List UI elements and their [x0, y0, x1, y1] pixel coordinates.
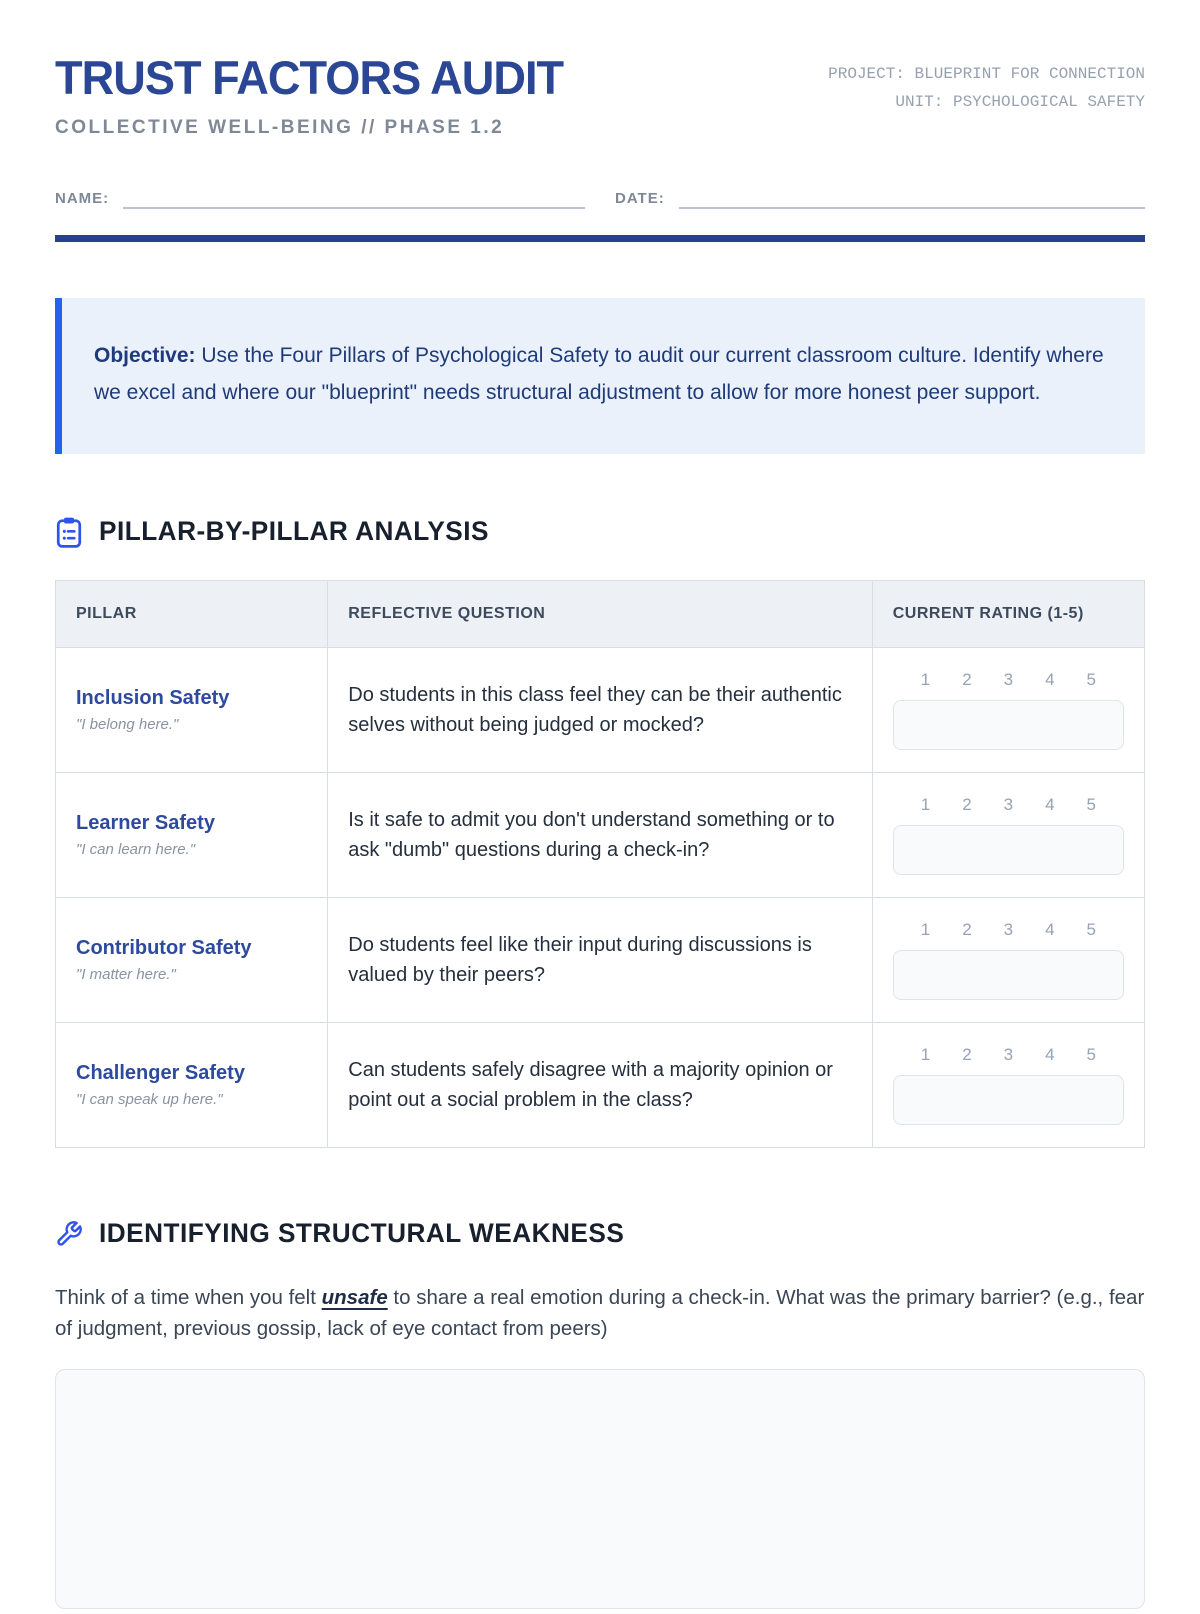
table-row: [56, 772, 1145, 897]
date-input[interactable]: [679, 185, 1145, 209]
prompt-before: Think of a time when you felt: [55, 1285, 322, 1309]
rating-tick-3: 3: [1003, 794, 1014, 814]
rating-tick-3: 3: [1003, 919, 1014, 939]
column-header-rating: CURRENT RATING (1-5): [872, 580, 1144, 647]
prompt-after: to share a real emotion during a check-in. What was the primary barrier? (e.g., fear of judgment, previous gossip, lack of eye contact from peers): [55, 1285, 1145, 1341]
rating-tick-2: 2: [962, 1044, 972, 1064]
header: [55, 51, 1145, 139]
pillar-name: Learner Safety: [76, 811, 215, 834]
pillar-motto: "I can learn here.": [76, 840, 196, 858]
rating-tick-5: 5: [1086, 794, 1096, 814]
project-meta: [828, 54, 1145, 116]
rating-tick-4: 4: [1045, 1044, 1055, 1064]
date-field-group: [615, 185, 1145, 209]
rating-input-inclusion[interactable]: [893, 700, 1124, 750]
pillar-motto: "I belong here.": [76, 715, 179, 733]
table-row: [56, 897, 1145, 1022]
rating-tick-5: 5: [1086, 1044, 1096, 1064]
reflective-question: Do students in this class feel they can be their authentic selves without being judged or mocked?: [348, 683, 842, 736]
pillar-motto: "I can speak up here.": [76, 1090, 223, 1108]
rating-tick-4: 4: [1045, 794, 1055, 814]
name-date-row: [55, 185, 1145, 209]
rating-tick-1: 1: [920, 669, 931, 689]
objective-text: Use the Four Pillars of Psychological Safety to audit our current classroom culture. Identify where we excel and where our "blueprint" needs structural adjustment to allow for more honest peer support.: [94, 344, 1104, 404]
table-row: [56, 1022, 1145, 1147]
objective-callout: [55, 298, 1145, 454]
section-heading-analysis: [55, 516, 1145, 548]
rating-tick-3: 3: [1003, 1044, 1014, 1064]
rating-tick-2: 2: [962, 669, 972, 689]
reflective-question: Can students safely disagree with a majority opinion or point out a social problem in the class?: [348, 1058, 833, 1111]
project-meta-line2: UNIT: PSYCHOLOGICAL SAFETY: [895, 93, 1145, 111]
pillar-name: Contributor Safety: [76, 936, 252, 959]
column-header-pillar: PILLAR: [56, 580, 328, 647]
pillar-name: Inclusion Safety: [76, 686, 230, 709]
rating-tick-4: 4: [1045, 669, 1055, 689]
clipboard-icon: [55, 516, 85, 548]
objective-label: Objective:: [94, 344, 196, 367]
rating-tick-2: 2: [962, 794, 972, 814]
analysis-heading: PILLAR-BY-PILLAR ANALYSIS: [99, 516, 489, 546]
rating-scale: [893, 670, 1124, 690]
rating-scale: [893, 1045, 1124, 1065]
section-heading-weakness: [55, 1218, 1145, 1250]
rating-input-contributor[interactable]: [893, 950, 1124, 1000]
pillar-motto: "I matter here.": [76, 965, 176, 983]
rating-tick-5: 5: [1086, 669, 1096, 689]
rating-tick-1: 1: [920, 1044, 931, 1064]
project-meta-line1: PROJECT: BLUEPRINT FOR CONNECTION: [828, 65, 1145, 83]
wrench-icon: [55, 1218, 85, 1250]
rating-tick-1: 1: [920, 919, 931, 939]
pillar-name: Challenger Safety: [76, 1061, 245, 1084]
rating-input-learner[interactable]: [893, 825, 1124, 875]
name-field-group: [55, 185, 585, 209]
rating-tick-2: 2: [962, 919, 972, 939]
weakness-prompt: [55, 1282, 1145, 1346]
rating-tick-5: 5: [1086, 919, 1096, 939]
name-input[interactable]: [123, 185, 585, 209]
title-block: [55, 51, 584, 139]
weakness-answer-textarea[interactable]: [55, 1369, 1145, 1609]
date-label: DATE:: [615, 190, 665, 207]
table-header-row: [56, 580, 1145, 647]
name-label: NAME:: [55, 190, 110, 207]
page-title: TRUST FACTORS AUDIT: [55, 51, 564, 104]
rating-tick-1: 1: [920, 794, 931, 814]
column-header-question: REFLECTIVE QUESTION: [328, 580, 873, 647]
rating-scale: [893, 920, 1124, 940]
pillar-analysis-table: [55, 580, 1145, 1148]
rating-tick-4: 4: [1045, 919, 1055, 939]
rating-scale: [893, 795, 1124, 815]
reflective-question: Is it safe to admit you don't understand something or to ask "dumb" questions during a check-in?: [348, 808, 835, 861]
page-subtitle: COLLECTIVE WELL-BEING // PHASE 1.2: [55, 117, 505, 138]
header-divider: [55, 235, 1145, 242]
prompt-emphasis: unsafe: [321, 1285, 388, 1309]
reflective-question: Do students feel like their input during discussions is valued by their peers?: [348, 933, 812, 986]
rating-input-challenger[interactable]: [893, 1075, 1124, 1125]
weakness-heading: IDENTIFYING STRUCTURAL WEAKNESS: [99, 1218, 625, 1248]
rating-tick-3: 3: [1003, 669, 1014, 689]
table-row: [56, 647, 1145, 772]
